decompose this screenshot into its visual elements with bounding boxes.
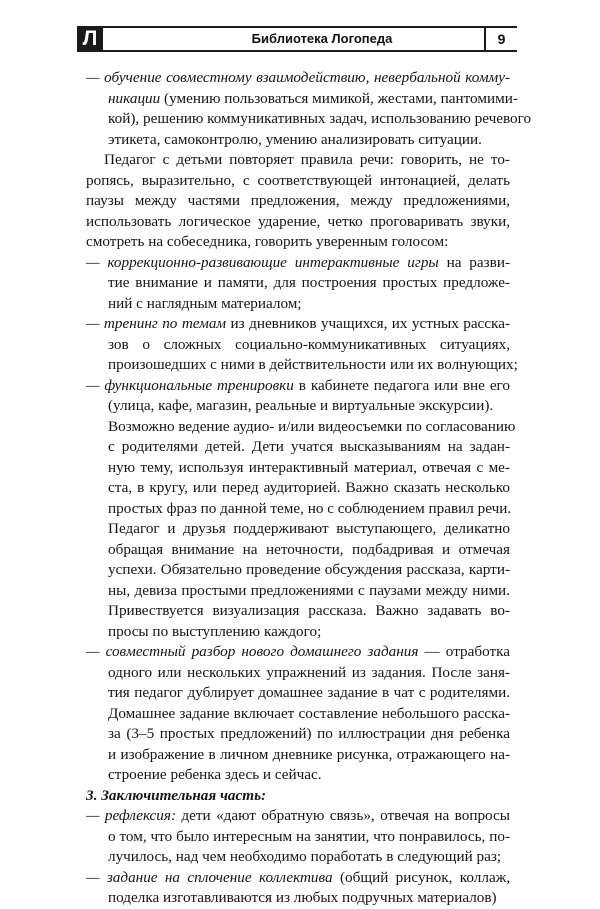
text-line <box>86 212 510 233</box>
text-line <box>86 335 510 356</box>
text-run: ную тему, используя интерактивный материал, отвечая с ме- <box>108 458 510 476</box>
text-run: Возможно ведение аудио- и/или видеосъемки по согласованию <box>108 417 516 435</box>
logo-icon: Л <box>77 26 103 52</box>
text-run: ний с наглядным материалом; <box>108 294 302 312</box>
text-run: произошедших с ними в действительности или их волнующих; <box>108 356 518 373</box>
page-number: 9 <box>484 26 517 52</box>
text-line <box>86 499 510 520</box>
text-line <box>86 396 510 417</box>
text-run: о том, что было интересным на занятии, что понравилось, по- <box>108 827 510 845</box>
text-run: обращая внимание на неточности, подбадривая и отмечая <box>108 540 510 558</box>
text-line <box>86 68 510 89</box>
text-run: на разви- <box>438 253 510 271</box>
text-run: — отработка <box>418 643 510 660</box>
text-line <box>86 745 510 766</box>
text-run: поделка изготавливаются из любых подручных материалов) <box>108 889 497 906</box>
italic-term: никации <box>108 89 161 107</box>
text-run: смотреть на собеседника, говорить уверенным голосом: <box>86 233 449 250</box>
body-text <box>86 68 532 909</box>
text-line <box>86 519 510 540</box>
text-run: зов о сложных социально-коммуникативных ситуациях, <box>108 335 510 353</box>
text-line <box>86 130 510 151</box>
text-run: тия педагог дублирует домашнее задание в чат с родителями. <box>108 684 510 701</box>
text-line <box>86 253 510 274</box>
text-run: тие внимание и памяти, для построения простых предложе- <box>108 274 510 291</box>
text-line <box>86 765 510 786</box>
text-line <box>86 806 510 827</box>
text-run: просы по выступлению каждого; <box>108 622 322 640</box>
text-line <box>86 171 510 192</box>
text-line <box>86 704 510 725</box>
text-line <box>86 847 510 868</box>
header-title: Библиотека Логопеда <box>251 31 393 46</box>
text-line <box>86 663 510 684</box>
text-line <box>86 478 510 499</box>
text-line <box>86 89 518 110</box>
text-run: (умению пользоваться мимикой, жестами, пантомими- <box>160 89 518 107</box>
text-run: ропясь, выразительно, с соответствующей интонацией, делать <box>86 171 510 189</box>
text-run: ста, в кругу, или перед аудиторией. Важно сказать несколько <box>108 479 510 496</box>
text-run: с родителями детей. Дети учатся высказываниям на задан- <box>108 438 510 455</box>
italic-term: — тренинг по темам <box>86 315 227 332</box>
text-run: Домашнее задание включает составление небольшого расска- <box>108 704 510 722</box>
text-run: Педагог с детьми повторяет правила речи: говорить, не то- <box>104 151 510 168</box>
text-line <box>86 417 516 438</box>
text-line <box>86 232 510 253</box>
italic-term: — функциональные тренировки <box>86 376 294 394</box>
text-run: (улица, кафе, магазин, реальные и виртуальные экскурсии). <box>108 397 494 414</box>
text-run: паузы между частями предложения, между предложениями, <box>86 192 510 209</box>
text-run: Педагог и друзья поддерживают выступающего, деликатно <box>108 520 510 537</box>
running-header <box>77 26 517 52</box>
text-run: ны, девиза простыми предложениями с паузами между ними. <box>108 581 510 599</box>
text-line <box>86 601 510 622</box>
text-line <box>86 868 510 889</box>
text-run: лучилось, над чем необходимо поработать в следующий раз; <box>108 848 502 865</box>
italic-term: — рефлексия: <box>86 807 176 824</box>
text-line <box>86 786 510 807</box>
text-run: использовать логическое ударение, четко проговаривать звуки, <box>86 212 510 230</box>
text-line <box>86 458 510 479</box>
text-run: в кабинете педагога или вне его <box>293 376 511 394</box>
text-line <box>86 150 510 171</box>
text-run: и изображение в личном дневнике рисунка, отражающего на- <box>108 745 510 763</box>
text-run: из дневников учащихся, их устных расска- <box>226 315 510 332</box>
text-line <box>86 540 510 561</box>
text-run: успехи. Обязательно проведение обсуждения рассказа, карти- <box>108 561 510 578</box>
text-run: этикета, самоконтролю, умению анализировать ситуации. <box>108 130 482 148</box>
text-run: строение ребенка здесь и сейчас. <box>108 766 322 783</box>
text-run: одного или нескольких упражнений из задания. После заня- <box>108 663 510 681</box>
text-line <box>86 273 510 294</box>
italic-term: — совместный разбор нового домашнего задания <box>86 643 419 660</box>
text-run: дети «дают обратную связь», отвечая на вопросы <box>176 807 510 824</box>
italic-term: — обучение совместному взаимодействию, невербальной комму- <box>86 69 510 86</box>
italic-term: — коррекционно-развивающие интерактивные игры <box>86 253 439 271</box>
text-run: за (3–5 простых предложений) по иллюстрации дня ребенка <box>108 725 510 742</box>
text-line <box>86 560 510 581</box>
text-line <box>86 581 510 602</box>
text-line <box>86 437 510 458</box>
text-line <box>86 314 510 335</box>
text-line <box>86 642 510 663</box>
text-line <box>86 724 510 745</box>
text-run: кой), решению коммуникативных задач, использованию речевого <box>108 110 532 127</box>
italic-term: — задание на сплочение коллектива <box>86 868 333 886</box>
text-line <box>86 888 510 909</box>
text-run: простых фраз по данной теме, но с соблюдением правил речи. <box>108 499 512 517</box>
text-line <box>86 109 532 130</box>
text-run: Привествуется визуализация рассказа. Важно задавать во- <box>108 602 510 619</box>
text-line <box>86 191 510 212</box>
text-run: (общий рисунок, коллаж, <box>332 868 510 886</box>
text-line <box>86 683 510 704</box>
section-heading: 3. Заключительная часть: <box>86 786 267 804</box>
text-line <box>86 376 510 397</box>
text-line <box>86 294 510 315</box>
text-line <box>86 355 518 376</box>
text-line <box>86 622 510 643</box>
text-line <box>86 827 510 848</box>
